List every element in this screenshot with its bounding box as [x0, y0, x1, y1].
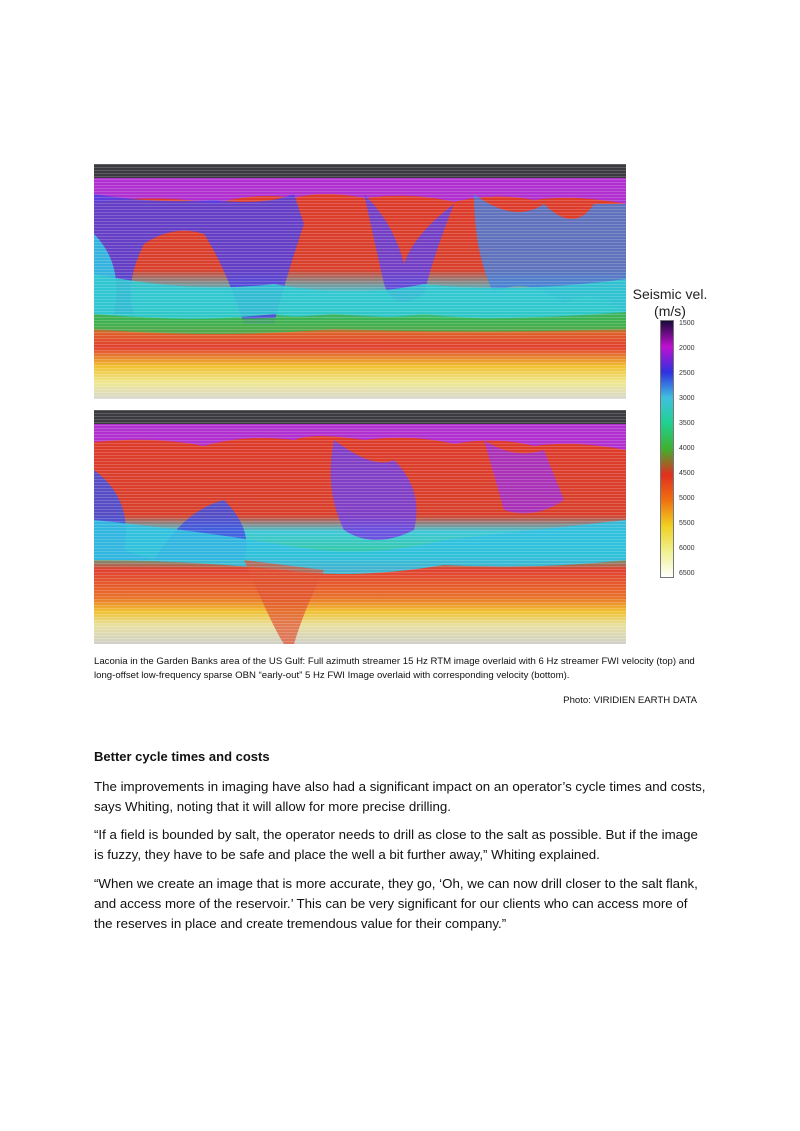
colorbar-tick: 6500: [679, 570, 695, 577]
colorbar-tick: 2500: [679, 370, 695, 377]
figure-caption: Laconia in the Garden Banks area of the US Gulf: Full azimuth streamer 15 Hz RTM image overlaid with 6 Hz streamer FWI velocity (top) and long-offset low-frequency sparse OBN “early-out” 5 Hz FWI Image overlaid with corresponding velocity (bottom).: [94, 656, 695, 681]
colorbar-title-line1: Seismic vel.: [632, 286, 708, 302]
colorbar-tick: 3000: [679, 395, 695, 402]
section-heading: Better cycle times and costs: [94, 749, 270, 764]
colorbar-tick: 5500: [679, 520, 695, 527]
paragraph-1: The improvements in imaging have also had a significant impact on an operator’s cycle times and costs, says Whiting, noting that it will allow for more precise drilling.: [94, 779, 706, 814]
colorbar-tick: 2000: [679, 345, 695, 352]
colorbar-title-line2: (m/s): [654, 303, 686, 319]
colorbar-tick: 4500: [679, 470, 695, 477]
colorbar-tick: 1500: [679, 320, 695, 327]
paragraph-3: “When we create an image that is more accurate, they go, ‘Oh, we can now drill closer to the salt flank, and access more of the reservoir.’ This can be very significant for our clients who can access more of the reserves in place and create tremendous value for their company.”: [94, 876, 698, 931]
colorbar-tick: 5000: [679, 495, 695, 502]
velocity-colorbar: [660, 320, 674, 578]
colorbar-title: [620, 286, 720, 320]
colorbar-tick: 3500: [679, 420, 695, 427]
seismic-image-bottom: [94, 410, 626, 644]
colorbar-tick: 6000: [679, 545, 695, 552]
paragraph-2: “If a field is bounded by salt, the operator needs to drill as close to the salt as possible. But if the image is fuzzy, they have to be safe and place the well a bit further away,” Whiting explained.: [94, 827, 698, 862]
colorbar-tick: 4000: [679, 445, 695, 452]
photo-credit: Photo: VIRIDIEN EARTH DATA: [563, 695, 697, 706]
seismic-image-top: [94, 164, 626, 399]
